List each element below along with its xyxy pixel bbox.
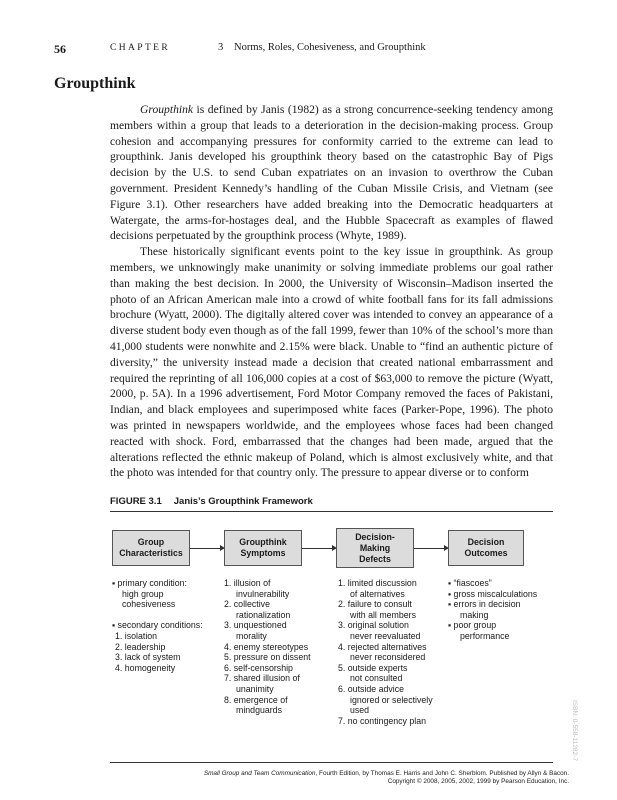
box-1-line-1: Group <box>137 537 165 547</box>
box-3-line-3: Defects <box>359 553 391 564</box>
list-item: never reevaluated <box>350 630 421 641</box>
list-item: mindguards <box>236 705 282 716</box>
figure-number: FIGURE 3.1 <box>110 496 162 507</box>
list-groupthink-symptoms <box>224 578 311 716</box>
list-item: 8. emergence of <box>224 694 288 705</box>
paragraph-1-text: is defined by Janis (1982) as a strong concurrence-seeking tendency among members within a group that leads to a deterioration in the decision-making process. Group cohesion and accompanying pressures for conformity carried to the extreme can lead to groupthink. Janis developed his groupthink theory based on the catastrophic Bay of Pigs decision by the U.S. to send Cuban expatriates on an invasion to overthrow the Cuban government. President Kennedy’s handling of the Cuban Missile Crisis, and Vietnam (see Figure 3.1). Other researchers have added breaking into the Democratic headquarters at Watergate, the arms-for-hostages deal, and the Hubble Spacecraft as examples of flawed decisions perpetuated by the groupthink process (Whyte, 1989). <box>110 103 553 243</box>
list-item: 4. enemy stereotypes <box>224 641 309 652</box>
list-item: ▪ errors in decision <box>448 599 521 610</box>
running-head <box>54 42 554 58</box>
chapter-title: Norms, Roles, Cohesiveness, and Groupthink <box>234 42 426 53</box>
list-item: ▪ secondary conditions: <box>112 620 203 631</box>
arrow-3 <box>414 548 448 549</box>
list-item: 3. original solution <box>338 620 409 631</box>
list-item: 2. failure to consult <box>338 599 412 610</box>
box-3-line-1: Decision- <box>355 531 395 542</box>
box-group-characteristics <box>112 530 190 566</box>
list-item: 5. pressure on dissent <box>224 652 311 663</box>
list-item: 3. unquestioned <box>224 620 287 631</box>
list-item: 7. shared illusion of <box>224 673 300 684</box>
isbn-text: ISBN: 0-558-11282-7 <box>571 700 578 761</box>
paragraph-2: These historically significant events point to the key issue in groupthink. As group members, we unknowingly make unanimity or solving immediate problems our goal rather than making the best decision. In 2000, the University of Wisconsin–Madison inserted the photo of an African American male into a crowd of white football fans for its fall admissions brochure (Wyatt, 2000). The digitally altered cover was intended to convey an appearance of a diverse student body even though as of the fall 1999, fewer than 10% of the school’s more than 41,000 students were nonwhite and 2.15% were black. Unable to “find an authentic picture of diversity,” the university instead made a decision that created national embarrassment and required the reprinting of all 106,000 copies at a cost of $63,000 to remove the picture (Wyatt, 2000, p. 5A). In a 1996 advertisement, Ford Motor Company removed the faces of Pakistani, Indian, and black employees and superimposed white faces (Parker-Pope, 1996). The photo was printed in newspapers worldwide, and the employees whose faces had been changed reacted with shock. Ford, embarrassed that the changes had been made, argued that the alterations reflected the ethnic makeup of Poland, which is almost exclusively white, and that the photo was intended for that country only. The pressure to appear diverse or to conform <box>110 245 553 480</box>
list-item: unanimity <box>236 683 274 694</box>
list-item: not consulted <box>350 673 403 684</box>
list-item: used <box>350 705 370 716</box>
footer-book-title: Small Group and Team Communication <box>203 770 316 777</box>
arrow-1 <box>190 548 224 549</box>
box-4-line-2: Outcomes <box>464 548 508 558</box>
page-footer <box>204 770 569 787</box>
list-item: invulnerability <box>236 588 290 599</box>
box-decision-outcomes <box>448 530 524 566</box>
page-number: 56 <box>54 42 66 56</box>
box-groupthink-symptoms <box>224 530 302 566</box>
figure-caption <box>110 496 313 507</box>
list-item: 2. leadership <box>115 641 166 652</box>
list-item: 3. lack of system <box>115 652 181 663</box>
chapter-label: CHAPTER <box>110 43 171 53</box>
list-item: 1. limited discussion <box>338 578 417 588</box>
body-text <box>110 102 553 481</box>
list-item: ▪ primary condition: <box>112 578 187 588</box>
list-item: 4. homogeneity <box>115 662 176 673</box>
list-decision-making-defects <box>338 578 433 726</box>
list-item: ignored or selectively <box>350 694 433 705</box>
list-item: 6. outside advice <box>338 683 405 694</box>
list-group-characteristics <box>112 578 203 673</box>
box-1-line-2: Characteristics <box>119 548 183 558</box>
list-item: with all members <box>350 609 416 620</box>
list-item: rationalization <box>236 609 291 620</box>
figure-bottom-rule <box>110 762 553 763</box>
list-item: 1. illusion of <box>224 578 271 588</box>
list-item: 2. collective <box>224 599 270 610</box>
box-decision-making-defects <box>336 528 414 568</box>
list-item: 4. rejected alternatives <box>338 641 427 652</box>
paragraph-1 <box>110 102 553 244</box>
list-item: 1. isolation <box>115 630 158 641</box>
figure-top-rule <box>110 511 553 512</box>
list-item: making <box>460 609 489 620</box>
list-item: 6. self-censorship <box>224 662 293 673</box>
box-2-line-2: Symptoms <box>240 548 286 558</box>
section-title: Groupthink <box>54 75 136 92</box>
list-item: never reconsidered <box>350 652 426 663</box>
box-2-line-1: Groupthink <box>239 537 287 547</box>
chapter-number: 3 <box>218 42 224 53</box>
box-3-line-2: Making <box>359 542 391 553</box>
list-item: performance <box>460 630 510 641</box>
list-item: ▪ poor group <box>448 620 497 631</box>
box-4-line-1: Decision <box>467 537 505 547</box>
groupthink-term: Groupthink <box>140 103 194 116</box>
isbn-watermark <box>568 700 580 800</box>
list-item: high group <box>122 588 164 599</box>
list-item: ▪ “fiascoes” <box>448 578 492 588</box>
list-item: ▪ gross miscalculations <box>448 588 538 599</box>
footer-publication: , Fourth Edition, by Thomas E. Harris and John C. Sherblom. Published by Allyn & Bacon. <box>315 770 569 777</box>
list-item: of alternatives <box>350 588 405 599</box>
list-item: 5. outside experts <box>338 662 408 673</box>
list-item: 7. no contingency plan <box>338 715 427 726</box>
list-item: cohesiveness <box>122 599 176 610</box>
footer-copyright: Copyright © 2008, 2005, 2002, 1999 by Pearson Education, Inc. <box>387 778 569 786</box>
arrow-2 <box>302 548 336 549</box>
list-decision-outcomes <box>448 578 537 642</box>
figure-title: Janis’s Groupthink Framework <box>173 496 313 507</box>
list-item: morality <box>236 630 267 641</box>
